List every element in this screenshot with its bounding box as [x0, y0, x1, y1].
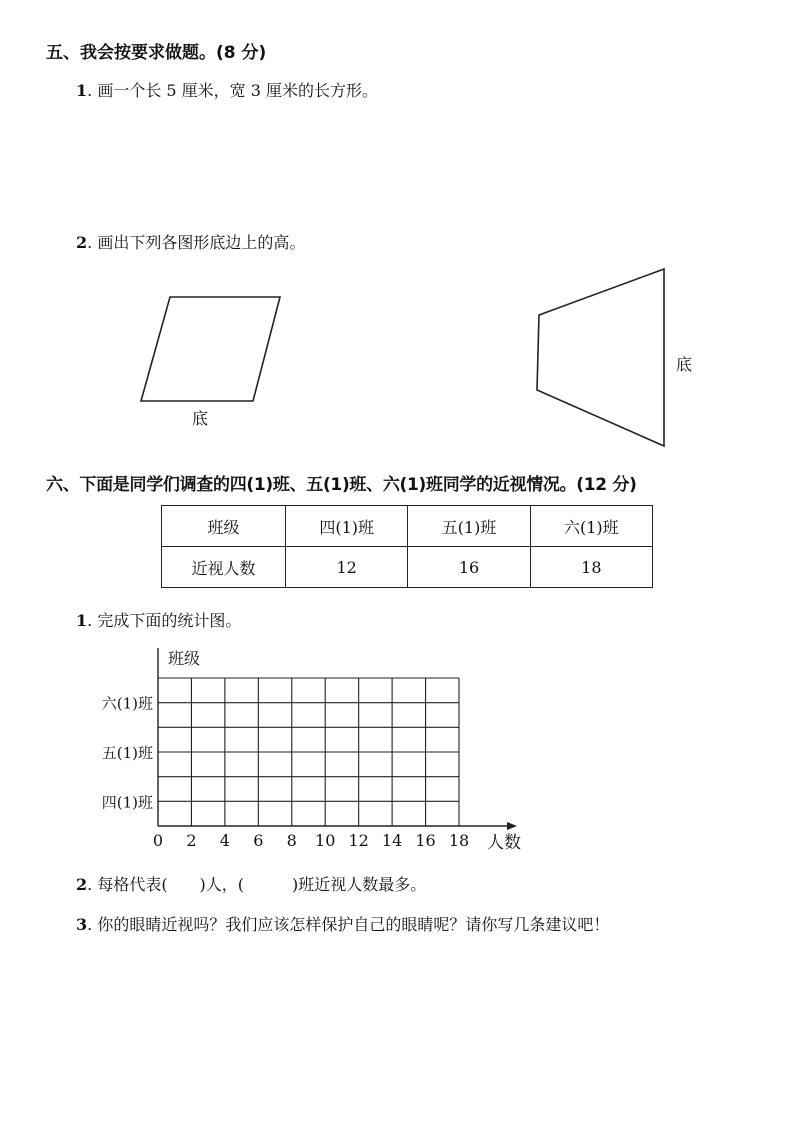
- q-text: . 完成下面的统计图。: [87, 611, 242, 630]
- y-axis-title: 班级: [168, 649, 201, 668]
- q-number: 1: [76, 81, 88, 100]
- x-tick-label: 0: [152, 831, 164, 850]
- table-cell: 五(1)班: [408, 506, 530, 547]
- x-tick-label: 16: [415, 831, 436, 850]
- category-label: 四(1)班: [101, 793, 153, 812]
- q-number: 2: [76, 233, 88, 252]
- trapezoid-base-label: 底: [676, 355, 693, 374]
- x-tick-label: 18: [448, 831, 470, 850]
- q-text: . 每格代表( )人，( )班近视人数最多。: [87, 875, 427, 894]
- table-cell: 六(1)班: [530, 506, 652, 547]
- parallelogram-base-label: 底: [192, 409, 209, 428]
- x-tick-label: 12: [348, 831, 369, 850]
- x-tick-label: 4: [219, 831, 230, 850]
- q-text: . 画一个长 5 厘米，宽 3 厘米的长方形。: [87, 81, 379, 100]
- table-header-cell: 班级: [162, 506, 286, 547]
- category-label: 五(1)班: [101, 744, 153, 762]
- table-cell: 18: [530, 547, 652, 588]
- section6-title: 六、下面是同学们调查的四(1)班、五(1)班、六(1)班同学的近视情况。(12 分): [46, 475, 637, 495]
- x-tick-label: 2: [186, 831, 197, 850]
- q-text: . 你的眼睛近视吗？我们应该怎样保护自己的眼睛呢？请你写几条建议吧！: [87, 915, 610, 934]
- x-axis-arrow: [507, 822, 517, 830]
- x-tick-label: 10: [315, 831, 336, 850]
- category-label: 六(1)班: [101, 694, 153, 713]
- q-number: 2: [76, 875, 88, 894]
- x-tick-label: 6: [253, 831, 264, 850]
- x-tick-label: 8: [286, 831, 297, 850]
- table-header-cell: 近视人数: [162, 547, 286, 588]
- q-text: . 画出下列各图形底边上的高。: [87, 233, 306, 252]
- section6-q3: [76, 912, 609, 935]
- x-tick-label: 14: [381, 831, 403, 850]
- table-cell: 12: [286, 547, 408, 588]
- table-cell: 四(1)班: [286, 506, 408, 547]
- section6-q2: [76, 872, 426, 895]
- q-number: 1: [76, 611, 88, 630]
- q-number: 3: [76, 915, 88, 934]
- x-axis-title: 人数: [487, 833, 521, 853]
- table-cell: 16: [408, 547, 530, 588]
- section5-title: 五、我会按要求做题。(8 分): [46, 43, 267, 63]
